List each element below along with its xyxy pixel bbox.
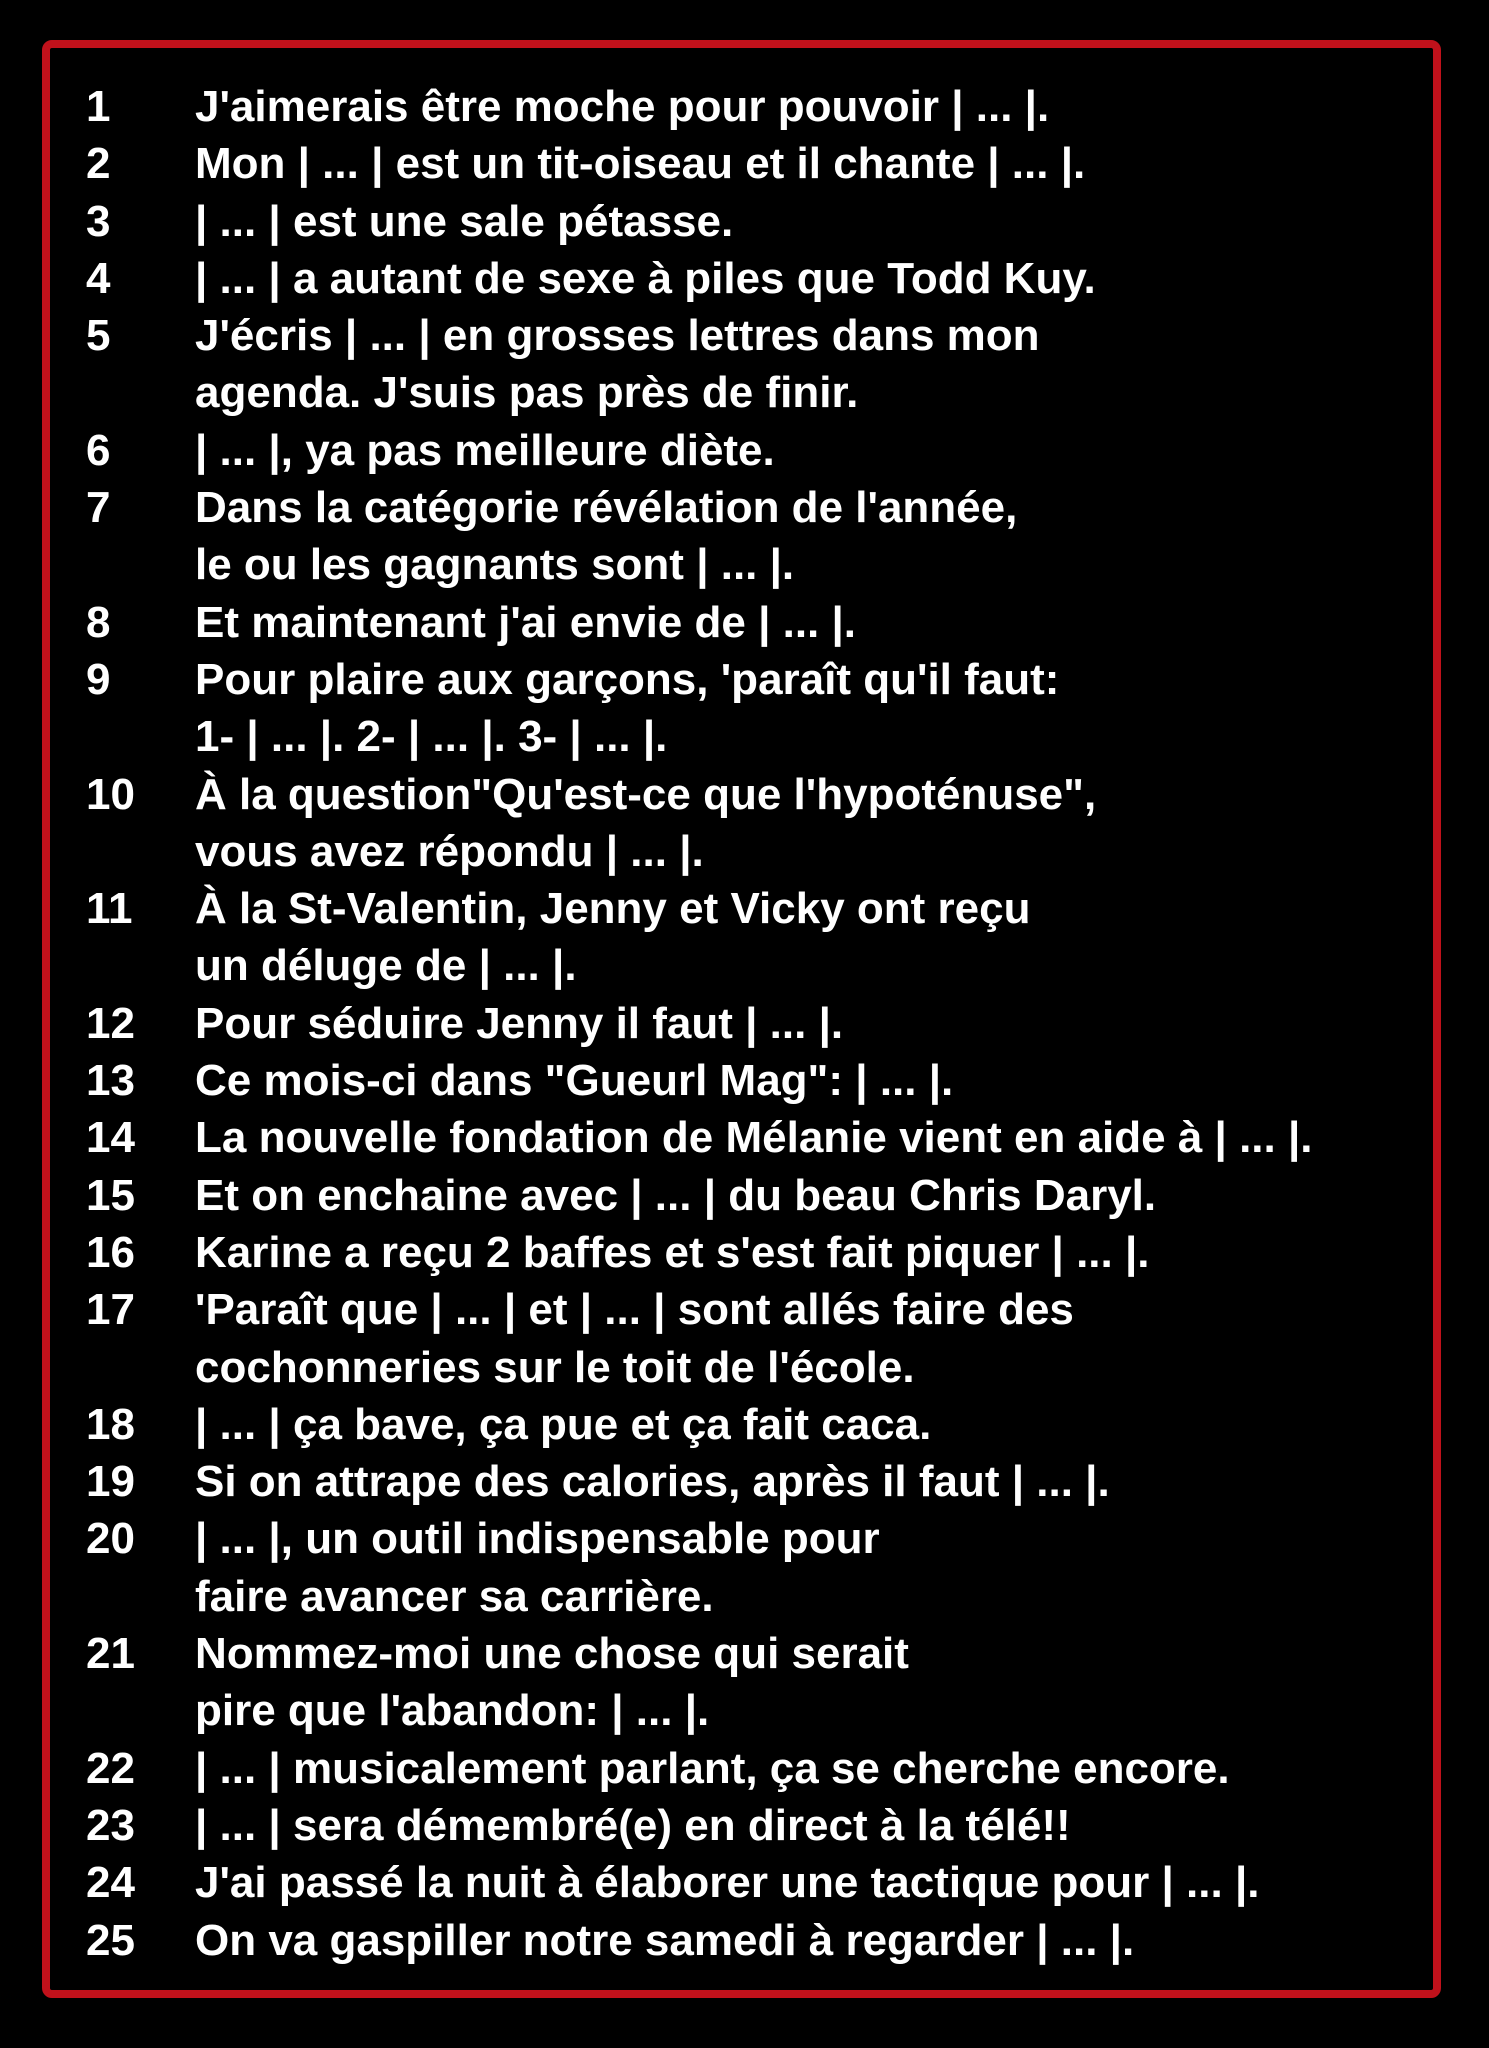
item-number: 9 <box>86 654 111 704</box>
item-text-line: À la St-Valentin, Jenny et Vicky ont reçu <box>195 884 1031 934</box>
item-text-line: | ... | est une sale pétasse. <box>195 196 734 246</box>
item-text-line: J'aimerais être moche pour pouvoir | ... |. <box>195 82 1050 131</box>
list-item <box>86 1396 1446 1453</box>
list-item <box>86 1109 1446 1166</box>
list-item <box>86 1167 1446 1224</box>
item-text-line: cochonneries sur le toit de l'école. <box>195 1342 915 1392</box>
item-text-line: À la question"Qu'est-ce que l'hypoténuse", <box>195 769 1097 819</box>
item-text-line: Et on enchaine avec | ... | du beau Chris Daryl. <box>195 1170 1157 1220</box>
item-text-line: vous avez répondu | ... |. <box>195 826 704 876</box>
list-item <box>86 135 1446 192</box>
item-text-line: Dans la catégorie révélation de l'année, <box>195 483 1018 533</box>
item-number: 22 <box>86 1743 135 1793</box>
item-number: 12 <box>86 998 135 1048</box>
list-item <box>86 1740 1446 1797</box>
list-item <box>86 78 1446 135</box>
item-text-line: Pour séduire Jenny il faut | ... |. <box>195 998 844 1048</box>
item-text-line: faire avancer sa carrière. <box>195 1571 714 1621</box>
item-text-line: pire que l'abandon: | ... |. <box>195 1686 710 1736</box>
item-number: 2 <box>86 139 111 189</box>
item-text-line: J'écris | ... | en grosses lettres dans mon <box>195 311 1040 361</box>
item-number: 8 <box>86 597 111 647</box>
list-item <box>86 1510 1446 1625</box>
item-number: 5 <box>86 311 111 361</box>
item-text-line: La nouvelle fondation de Mélanie vient en aide à | ... |. <box>195 1113 1313 1163</box>
item-text-line: Mon | ... | est un tit-oiseau et il chante | ... |. <box>195 139 1086 189</box>
list-item <box>86 1625 1446 1740</box>
item-number: 24 <box>86 1858 135 1908</box>
item-text-line: Ce mois-ci dans "Gueurl Mag": | ... |. <box>195 1056 954 1106</box>
item-number: 1 <box>86 82 111 131</box>
item-number: 18 <box>86 1399 135 1449</box>
item-text-line: | ... | musicalement parlant, ça se cherche encore. <box>195 1743 1230 1793</box>
item-text-line: Si on attrape des calories, après il faut | ... |. <box>195 1457 1110 1507</box>
list-item <box>86 1453 1446 1510</box>
list-item <box>86 995 1446 1052</box>
list-item <box>86 651 1446 766</box>
item-text-line: | ... |, ya pas meilleure diète. <box>195 425 775 475</box>
item-text-line: Karine a reçu 2 baffes et s'est fait piquer | ... |. <box>195 1227 1150 1277</box>
list-item <box>86 1052 1446 1109</box>
item-text-line: On va gaspiller notre samedi à regarder | ... |. <box>195 1915 1135 1965</box>
list-item <box>86 1797 1446 1854</box>
item-number: 14 <box>86 1113 135 1163</box>
item-text-line: agenda. J'suis pas près de finir. <box>195 368 859 418</box>
item-text-line: Et maintenant j'ai envie de | ... |. <box>195 597 857 647</box>
item-number: 13 <box>86 1056 135 1106</box>
item-text-line: Nommez-moi une chose qui serait <box>195 1629 909 1679</box>
list-item <box>86 479 1446 594</box>
item-number: 6 <box>86 425 111 475</box>
item-number: 10 <box>86 769 135 819</box>
item-text-line: | ... | a autant de sexe à piles que Todd Kuy. <box>195 253 1096 303</box>
item-number: 21 <box>86 1629 135 1679</box>
item-number: 7 <box>86 483 111 533</box>
list-item <box>86 1854 1446 1911</box>
item-text-line: | ... | sera démembré(e) en direct à la télé!! <box>195 1800 1071 1850</box>
item-text-line: 'Paraît que | ... | et | ... | sont allés faire des <box>195 1285 1074 1335</box>
item-number: 4 <box>86 253 111 303</box>
item-number: 16 <box>86 1227 135 1277</box>
list-item <box>86 766 1446 881</box>
item-number: 17 <box>86 1285 135 1335</box>
item-text-line: | ... |, un outil indispensable pour <box>195 1514 880 1564</box>
item-number: 25 <box>86 1915 135 1965</box>
list-item <box>86 250 1446 307</box>
list-item <box>86 880 1446 995</box>
numbered-prompt-list <box>86 78 1446 1969</box>
list-item <box>86 422 1446 479</box>
item-text-line: J'ai passé la nuit à élaborer une tactique pour | ... |. <box>195 1858 1260 1908</box>
list-item <box>86 1224 1446 1281</box>
list-item <box>86 193 1446 250</box>
item-number: 19 <box>86 1457 135 1507</box>
item-number: 23 <box>86 1800 135 1850</box>
list-item <box>86 1281 1446 1396</box>
item-number: 20 <box>86 1514 135 1564</box>
item-text-line: un déluge de | ... |. <box>195 941 577 991</box>
list-item <box>86 594 1446 651</box>
item-text-line: | ... | ça bave, ça pue et ça fait caca. <box>195 1399 932 1449</box>
list-item <box>86 1912 1446 1969</box>
item-number: 3 <box>86 196 111 246</box>
item-text-line: Pour plaire aux garçons, 'paraît qu'il faut: <box>195 654 1060 704</box>
item-number: 11 <box>86 884 133 934</box>
item-text-line: le ou les gagnants sont | ... |. <box>195 540 795 590</box>
item-text-line: 1- | ... |. 2- | ... |. 3- | ... |. <box>195 712 668 762</box>
item-number: 15 <box>86 1170 135 1220</box>
list-item <box>86 307 1446 422</box>
